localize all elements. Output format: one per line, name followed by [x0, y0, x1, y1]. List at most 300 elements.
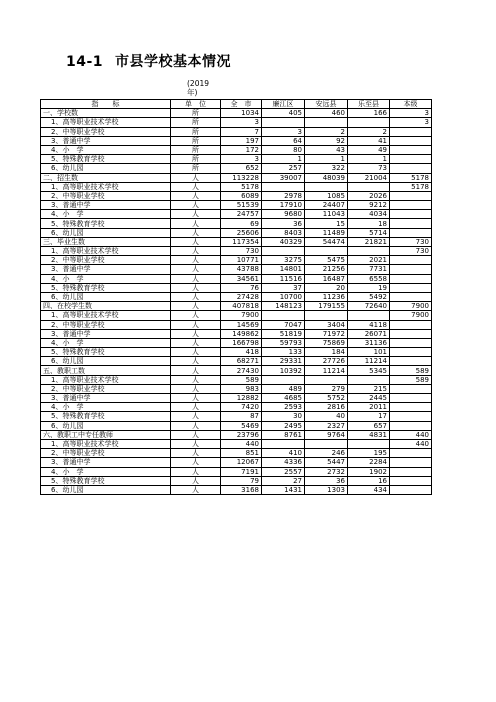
- cell-lianjiang: 64: [262, 136, 305, 145]
- cell-anyuan: 184: [305, 348, 348, 357]
- cell-anyuan: 322: [305, 164, 348, 173]
- row-label: 5、特殊教育学校: [41, 348, 171, 357]
- cell-benji: [390, 467, 432, 476]
- cell-lezhi: 73: [348, 164, 390, 173]
- row-label: 5、特殊教育学校: [41, 219, 171, 228]
- row-label: 2、中等职业学校: [41, 256, 171, 265]
- table-row: [41, 412, 432, 421]
- cell-city-total: 87: [221, 412, 262, 421]
- row-label: 4、小 学: [41, 145, 171, 154]
- row-label: 5、特殊教育学校: [41, 283, 171, 292]
- table-row: [41, 191, 432, 200]
- row-label: 5、特殊教育学校: [41, 412, 171, 421]
- header-lezhi: 乐至县: [348, 100, 390, 109]
- cell-city-total: 1034: [221, 109, 262, 118]
- cell-lianjiang: 8403: [262, 228, 305, 237]
- row-label: 三、毕业生数: [41, 237, 171, 246]
- row-unit: 所: [171, 145, 221, 154]
- cell-anyuan: 71972: [305, 329, 348, 338]
- cell-city-total: 166798: [221, 338, 262, 347]
- cell-lianjiang: [262, 118, 305, 127]
- row-unit: 人: [171, 274, 221, 283]
- cell-city-total: 149862: [221, 329, 262, 338]
- row-label: 6、幼儿园: [41, 228, 171, 237]
- table-row: [41, 449, 432, 458]
- cell-city-total: 79: [221, 476, 262, 485]
- cell-lezhi: 5492: [348, 292, 390, 301]
- table-row: [41, 265, 432, 274]
- row-unit: 人: [171, 348, 221, 357]
- row-unit: 所: [171, 118, 221, 127]
- table-row: [41, 485, 432, 494]
- cell-lianjiang: 3275: [262, 256, 305, 265]
- table-row: [41, 109, 432, 118]
- cell-lianjiang: 27: [262, 476, 305, 485]
- cell-lianjiang: [262, 439, 305, 448]
- cell-lezhi: 41: [348, 136, 390, 145]
- row-unit: 人: [171, 412, 221, 421]
- cell-anyuan: 279: [305, 384, 348, 393]
- table-row: [41, 458, 432, 467]
- cell-lezhi: [348, 311, 390, 320]
- cell-benji: [390, 357, 432, 366]
- cell-lezhi: 434: [348, 485, 390, 494]
- table-row: [41, 155, 432, 164]
- cell-benji: [390, 283, 432, 292]
- cell-city-total: 589: [221, 375, 262, 384]
- year-note: (2019年): [187, 79, 210, 97]
- cell-benji: [390, 145, 432, 154]
- row-unit: 人: [171, 283, 221, 292]
- cell-benji: [390, 476, 432, 485]
- cell-anyuan: 43: [305, 145, 348, 154]
- cell-lezhi: 72640: [348, 302, 390, 311]
- cell-anyuan: 11214: [305, 366, 348, 375]
- cell-city-total: 12067: [221, 458, 262, 467]
- table-row: [41, 357, 432, 366]
- cell-city-total: 407818: [221, 302, 262, 311]
- row-unit: 人: [171, 421, 221, 430]
- cell-anyuan: [305, 439, 348, 448]
- row-unit: 人: [171, 265, 221, 274]
- row-label: 3、普通中学: [41, 329, 171, 338]
- table-row: [41, 348, 432, 357]
- cell-lianjiang: [262, 182, 305, 191]
- cell-lianjiang: 10700: [262, 292, 305, 301]
- cell-anyuan: 27726: [305, 357, 348, 366]
- cell-anyuan: 5752: [305, 394, 348, 403]
- cell-lezhi: 18: [348, 219, 390, 228]
- cell-city-total: 7420: [221, 403, 262, 412]
- cell-lianjiang: 39007: [262, 173, 305, 182]
- row-unit: 人: [171, 329, 221, 338]
- table-row: [41, 384, 432, 393]
- table-row: [41, 136, 432, 145]
- cell-benji: [390, 421, 432, 430]
- cell-anyuan: 2: [305, 127, 348, 136]
- cell-city-total: 197: [221, 136, 262, 145]
- table-row: [41, 366, 432, 375]
- cell-lezhi: 49: [348, 145, 390, 154]
- cell-city-total: 3168: [221, 485, 262, 494]
- row-unit: 所: [171, 164, 221, 173]
- cell-benji: 3: [390, 109, 432, 118]
- cell-lianjiang: 2495: [262, 421, 305, 430]
- cell-lezhi: 2011: [348, 403, 390, 412]
- cell-anyuan: 5475: [305, 256, 348, 265]
- cell-lianjiang: [262, 311, 305, 320]
- cell-city-total: 7: [221, 127, 262, 136]
- cell-lezhi: 215: [348, 384, 390, 393]
- cell-anyuan: 15: [305, 219, 348, 228]
- header-lianjiang: 廉江区: [262, 100, 305, 109]
- cell-lezhi: 4118: [348, 320, 390, 329]
- row-label: 6、幼儿园: [41, 164, 171, 173]
- row-unit: 人: [171, 173, 221, 182]
- row-unit: 人: [171, 302, 221, 311]
- table-row: [41, 164, 432, 173]
- table-row: [41, 320, 432, 329]
- cell-benji: 440: [390, 439, 432, 448]
- cell-anyuan: 3404: [305, 320, 348, 329]
- row-label: 2、中等职业学校: [41, 191, 171, 200]
- cell-anyuan: [305, 182, 348, 191]
- cell-anyuan: 36: [305, 476, 348, 485]
- row-label: 1、高等职业技术学校: [41, 311, 171, 320]
- row-label: 二、招生数: [41, 173, 171, 182]
- cell-anyuan: 460: [305, 109, 348, 118]
- cell-city-total: 983: [221, 384, 262, 393]
- cell-lianjiang: 80: [262, 145, 305, 154]
- cell-benji: 589: [390, 366, 432, 375]
- cell-benji: [390, 384, 432, 393]
- cell-lianjiang: 405: [262, 109, 305, 118]
- table-row: [41, 375, 432, 384]
- cell-lianjiang: 489: [262, 384, 305, 393]
- row-label: 4、小 学: [41, 210, 171, 219]
- cell-lezhi: 31136: [348, 338, 390, 347]
- cell-city-total: 27430: [221, 366, 262, 375]
- cell-city-total: 23796: [221, 430, 262, 439]
- table-row: [41, 403, 432, 412]
- cell-lianjiang: 148123: [262, 302, 305, 311]
- cell-lezhi: 11214: [348, 357, 390, 366]
- cell-city-total: 14569: [221, 320, 262, 329]
- row-unit: 人: [171, 228, 221, 237]
- header-indicator: 指 标: [41, 100, 171, 109]
- cell-anyuan: 9764: [305, 430, 348, 439]
- cell-lianjiang: 3: [262, 127, 305, 136]
- cell-lianjiang: [262, 375, 305, 384]
- cell-benji: 440: [390, 430, 432, 439]
- table-row: [41, 247, 432, 256]
- cell-city-total: 5178: [221, 182, 262, 191]
- row-unit: 人: [171, 201, 221, 210]
- cell-anyuan: 2816: [305, 403, 348, 412]
- cell-lezhi: 26071: [348, 329, 390, 338]
- cell-benji: [390, 329, 432, 338]
- cell-benji: 730: [390, 237, 432, 246]
- cell-lezhi: [348, 439, 390, 448]
- cell-city-total: 851: [221, 449, 262, 458]
- row-unit: 人: [171, 449, 221, 458]
- cell-lezhi: [348, 118, 390, 127]
- table-row: [41, 394, 432, 403]
- cell-city-total: 25606: [221, 228, 262, 237]
- row-label: 3、普通中学: [41, 458, 171, 467]
- table-row: [41, 329, 432, 338]
- table-row: [41, 439, 432, 448]
- cell-anyuan: 11043: [305, 210, 348, 219]
- cell-anyuan: 21256: [305, 265, 348, 274]
- table-row: [41, 467, 432, 476]
- cell-lianjiang: 14801: [262, 265, 305, 274]
- cell-lianjiang: 36: [262, 219, 305, 228]
- header-benji: 本级: [390, 100, 432, 109]
- header-unit: 单 位: [171, 100, 221, 109]
- row-label: 2、中等职业学校: [41, 127, 171, 136]
- cell-benji: [390, 338, 432, 347]
- cell-lianjiang: 4336: [262, 458, 305, 467]
- cell-lezhi: 195: [348, 449, 390, 458]
- cell-lezhi: 21821: [348, 237, 390, 246]
- cell-city-total: 43788: [221, 265, 262, 274]
- table-row: [41, 311, 432, 320]
- cell-city-total: 117354: [221, 237, 262, 246]
- cell-city-total: 6089: [221, 191, 262, 200]
- cell-anyuan: [305, 311, 348, 320]
- cell-lezhi: [348, 182, 390, 191]
- row-unit: 人: [171, 219, 221, 228]
- row-label: 6、幼儿园: [41, 357, 171, 366]
- cell-lezhi: 1902: [348, 467, 390, 476]
- table-row: [41, 127, 432, 136]
- cell-lezhi: 2026: [348, 191, 390, 200]
- cell-lezhi: 4034: [348, 210, 390, 219]
- cell-benji: [390, 485, 432, 494]
- cell-benji: [390, 458, 432, 467]
- cell-anyuan: 246: [305, 449, 348, 458]
- cell-lezhi: 2: [348, 127, 390, 136]
- cell-city-total: 34561: [221, 274, 262, 283]
- cell-benji: [390, 136, 432, 145]
- row-unit: 人: [171, 338, 221, 347]
- row-label: 4、小 学: [41, 274, 171, 283]
- row-unit: 人: [171, 458, 221, 467]
- cell-lianjiang: [262, 247, 305, 256]
- row-unit: 人: [171, 403, 221, 412]
- cell-benji: [390, 201, 432, 210]
- cell-lianjiang: 133: [262, 348, 305, 357]
- row-unit: 所: [171, 155, 221, 164]
- row-unit: 人: [171, 366, 221, 375]
- cell-city-total: 68271: [221, 357, 262, 366]
- cell-benji: [390, 403, 432, 412]
- table-row: [41, 338, 432, 347]
- cell-benji: 3: [390, 118, 432, 127]
- cell-city-total: 418: [221, 348, 262, 357]
- row-unit: 人: [171, 210, 221, 219]
- cell-lianjiang: 51819: [262, 329, 305, 338]
- row-unit: 所: [171, 109, 221, 118]
- cell-city-total: 10771: [221, 256, 262, 265]
- table-row: [41, 256, 432, 265]
- cell-anyuan: 20: [305, 283, 348, 292]
- cell-lezhi: 6558: [348, 274, 390, 283]
- row-unit: 人: [171, 247, 221, 256]
- table-row: [41, 283, 432, 292]
- cell-lezhi: 9212: [348, 201, 390, 210]
- cell-benji: [390, 210, 432, 219]
- cell-lianjiang: 1431: [262, 485, 305, 494]
- cell-anyuan: 11236: [305, 292, 348, 301]
- cell-lezhi: 101: [348, 348, 390, 357]
- table-row: [41, 476, 432, 485]
- cell-anyuan: 1085: [305, 191, 348, 200]
- cell-lianjiang: 10392: [262, 366, 305, 375]
- cell-city-total: 652: [221, 164, 262, 173]
- cell-benji: 5178: [390, 182, 432, 191]
- header-anyuan: 安远县: [305, 100, 348, 109]
- cell-lezhi: 16: [348, 476, 390, 485]
- row-label: 2、中等职业学校: [41, 449, 171, 458]
- row-unit: 人: [171, 375, 221, 384]
- cell-benji: [390, 412, 432, 421]
- table-row: [41, 302, 432, 311]
- cell-lianjiang: 1: [262, 155, 305, 164]
- table-number: 14-1: [66, 54, 104, 70]
- table-row: [41, 228, 432, 237]
- cell-lezhi: 2021: [348, 256, 390, 265]
- table-row: [41, 430, 432, 439]
- row-unit: 人: [171, 485, 221, 494]
- row-label: 3、普通中学: [41, 394, 171, 403]
- cell-lezhi: 19: [348, 283, 390, 292]
- cell-anyuan: 75869: [305, 338, 348, 347]
- cell-city-total: 7191: [221, 467, 262, 476]
- row-unit: 人: [171, 320, 221, 329]
- row-unit: 人: [171, 439, 221, 448]
- cell-lianjiang: 37: [262, 283, 305, 292]
- cell-city-total: 51539: [221, 201, 262, 210]
- cell-benji: 589: [390, 375, 432, 384]
- cell-benji: [390, 256, 432, 265]
- table-row: [41, 219, 432, 228]
- row-label: 六、教职工中专任教师: [41, 430, 171, 439]
- cell-benji: 5178: [390, 173, 432, 182]
- row-unit: 人: [171, 430, 221, 439]
- row-unit: 人: [171, 256, 221, 265]
- row-label: 四、在校学生数: [41, 302, 171, 311]
- cell-benji: [390, 155, 432, 164]
- cell-anyuan: 2732: [305, 467, 348, 476]
- table-row: [41, 292, 432, 301]
- page-title: [66, 51, 231, 71]
- cell-lianjiang: 2978: [262, 191, 305, 200]
- cell-lezhi: 2284: [348, 458, 390, 467]
- cell-lianjiang: 2593: [262, 403, 305, 412]
- table-row: [41, 173, 432, 182]
- table-row: [41, 201, 432, 210]
- row-unit: 人: [171, 292, 221, 301]
- cell-lianjiang: 59793: [262, 338, 305, 347]
- cell-benji: [390, 449, 432, 458]
- row-unit: 人: [171, 182, 221, 191]
- cell-anyuan: 54474: [305, 237, 348, 246]
- cell-lianjiang: 29331: [262, 357, 305, 366]
- cell-lezhi: 657: [348, 421, 390, 430]
- header-city-total: 全 市: [221, 100, 262, 109]
- row-label: 4、小 学: [41, 467, 171, 476]
- cell-anyuan: 11489: [305, 228, 348, 237]
- row-label: 5、特殊教育学校: [41, 155, 171, 164]
- cell-lezhi: 2445: [348, 394, 390, 403]
- cell-city-total: 12882: [221, 394, 262, 403]
- cell-city-total: 24757: [221, 210, 262, 219]
- cell-anyuan: 16487: [305, 274, 348, 283]
- cell-city-total: 76: [221, 283, 262, 292]
- cell-lianjiang: 257: [262, 164, 305, 173]
- row-label: 五、教职工数: [41, 366, 171, 375]
- row-label: 1、高等职业技术学校: [41, 375, 171, 384]
- row-unit: 人: [171, 237, 221, 246]
- row-unit: 人: [171, 394, 221, 403]
- row-unit: 人: [171, 191, 221, 200]
- row-unit: 所: [171, 127, 221, 136]
- cell-lezhi: 17: [348, 412, 390, 421]
- cell-lezhi: 7731: [348, 265, 390, 274]
- row-label: 6、幼儿园: [41, 292, 171, 301]
- row-label: 一、学校数: [41, 109, 171, 118]
- cell-city-total: 69: [221, 219, 262, 228]
- cell-lezhi: 21004: [348, 173, 390, 182]
- cell-city-total: 730: [221, 247, 262, 256]
- table-header-row: [41, 100, 432, 109]
- row-unit: 人: [171, 311, 221, 320]
- cell-city-total: 440: [221, 439, 262, 448]
- table-body: [41, 109, 432, 495]
- row-label: 1、高等职业技术学校: [41, 247, 171, 256]
- cell-benji: [390, 394, 432, 403]
- row-label: 1、高等职业技术学校: [41, 182, 171, 191]
- row-label: 6、幼儿园: [41, 421, 171, 430]
- cell-benji: [390, 265, 432, 274]
- table-row: [41, 182, 432, 191]
- table-row: [41, 145, 432, 154]
- row-label: 3、普通中学: [41, 265, 171, 274]
- cell-benji: [390, 274, 432, 283]
- cell-lianjiang: 9680: [262, 210, 305, 219]
- cell-lianjiang: 40329: [262, 237, 305, 246]
- school-statistics-table: [40, 99, 432, 495]
- row-unit: 人: [171, 467, 221, 476]
- cell-lianjiang: 410: [262, 449, 305, 458]
- cell-anyuan: [305, 118, 348, 127]
- cell-benji: [390, 292, 432, 301]
- cell-lianjiang: 7047: [262, 320, 305, 329]
- row-label: 3、普通中学: [41, 136, 171, 145]
- table-row: [41, 118, 432, 127]
- cell-lezhi: [348, 247, 390, 256]
- cell-lezhi: 5345: [348, 366, 390, 375]
- cell-lezhi: 166: [348, 109, 390, 118]
- table-row: [41, 421, 432, 430]
- row-label: 1、高等职业技术学校: [41, 118, 171, 127]
- row-label: 2、中等职业学校: [41, 384, 171, 393]
- row-label: 6、幼儿园: [41, 485, 171, 494]
- cell-benji: 7900: [390, 311, 432, 320]
- row-label: 4、小 学: [41, 338, 171, 347]
